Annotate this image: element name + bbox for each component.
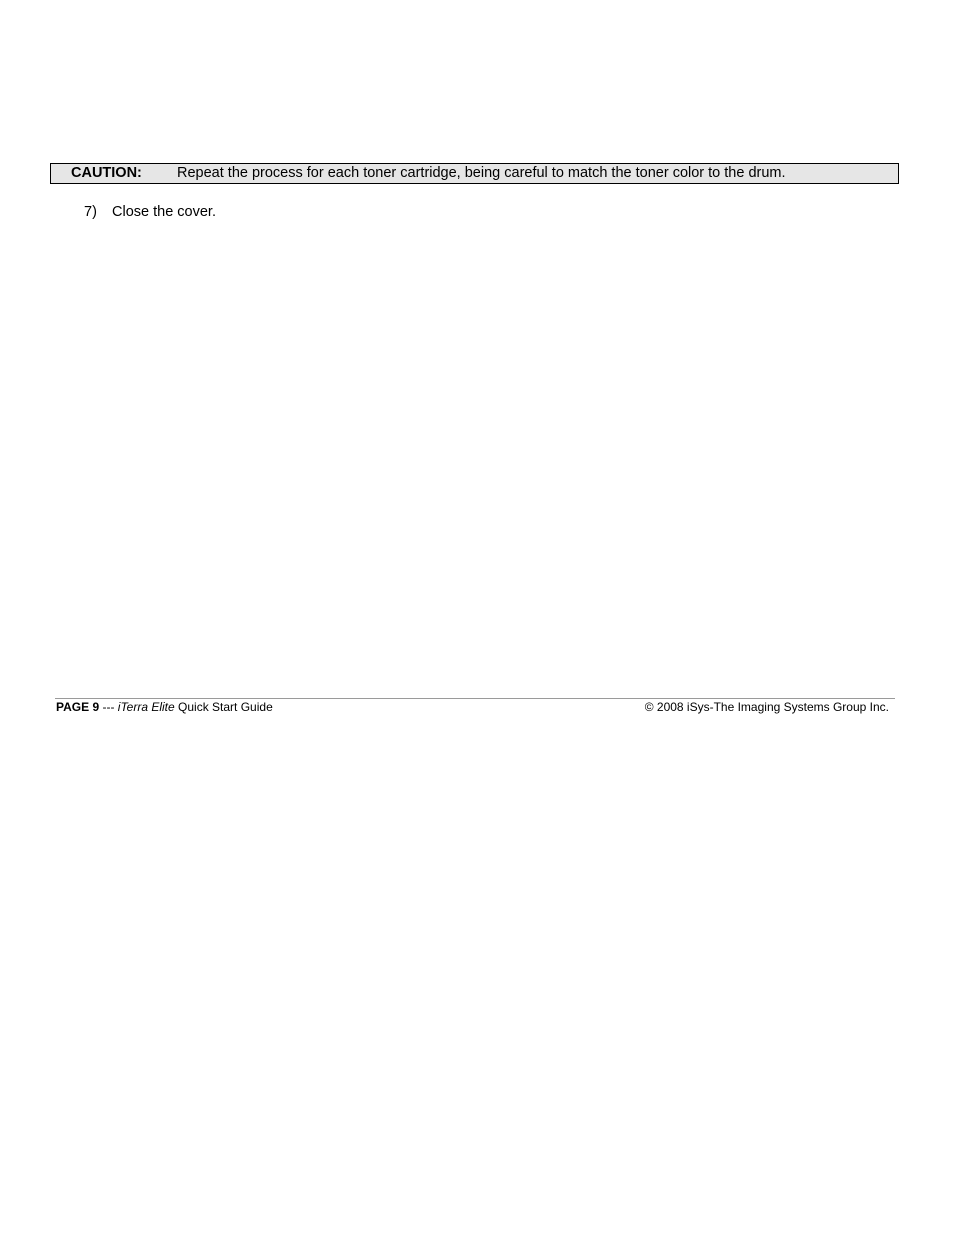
copyright-notice: © 2008 iSys-The Imaging Systems Group Inc. [644,700,889,714]
footer-separator: --- [99,700,118,714]
footer-divider [55,698,895,699]
step-text: Close the cover. [112,204,216,220]
footer-page-info [56,700,273,715]
caution-text: Repeat the process for each toner cartridge, being careful to match the toner color to the drum. [177,165,786,181]
caution-label: CAUTION: [71,165,142,181]
step-number: 7) [84,204,97,220]
guide-title: Quick Start Guide [174,700,273,714]
caution-box [50,163,899,184]
page-number: PAGE 9 [56,700,100,714]
product-name: iTerra Elite [117,700,175,714]
